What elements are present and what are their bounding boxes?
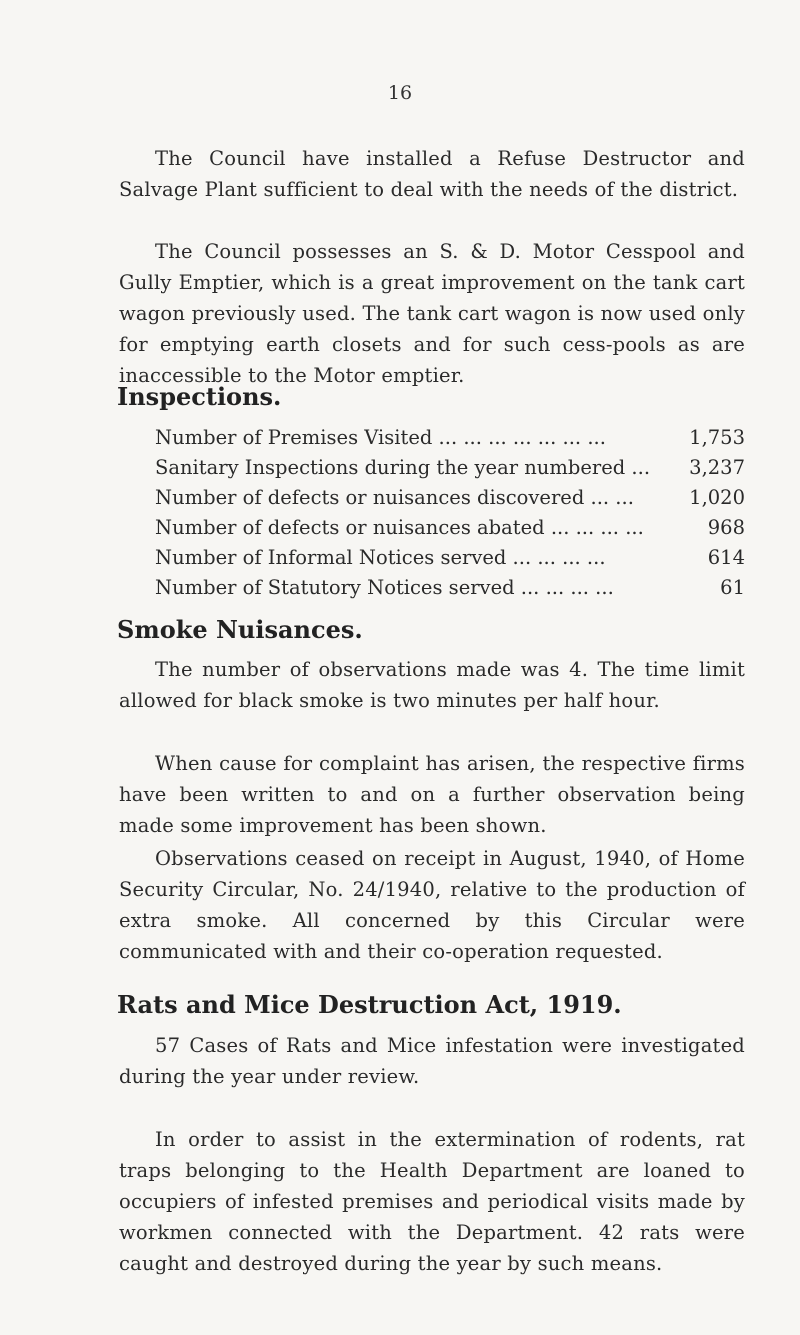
inspection-label: Number of defects or nuisances abated ... ... ... ... (155, 516, 644, 539)
cesspool-emptier-paragraph: The Council possesses an S. & D. Motor Cesspool and Gully Emptier, which is a great improvement on the tank cart wagon previously used. The tank cart wagon is now used only for emptying earth closets and for such cess-pools as are inaccessible to the Motor emptier. (119, 240, 745, 387)
inspection-label: Number of Premises Visited ... ... ... ... ... ... ... (155, 426, 606, 449)
inspection-row (155, 453, 745, 483)
inspection-value: 1,753 (689, 426, 745, 449)
rats-traps-paragraph: In order to assist in the extermination of rodents, rat traps belonging to the Health Department are loaned to occupiers of infested premises and periodical visits made by workmen connected with the Department. 42 rats were caught and destroyed during the year by such means. (119, 1128, 745, 1275)
inspection-label: Number of defects or nuisances discovered ... ... (155, 486, 634, 509)
smoke-nuisances-heading: Smoke Nuisances. (117, 615, 363, 644)
inspection-row (155, 483, 745, 513)
smoke-circular-paragraph: Observations ceased on receipt in August, 1940, of Home Security Circular, No. 24/1940, relative to the production of extra smoke. All concerned by this Circular were communicated with and their co-operation requested. (119, 847, 745, 963)
inspection-row (155, 573, 745, 603)
inspection-value: 968 (707, 516, 745, 539)
inspection-value: 1,020 (689, 486, 745, 509)
refuse-destructor-paragraph: The Council have installed a Refuse Destructor and Salvage Plant sufficient to deal with the needs of the district. (119, 147, 745, 201)
inspection-label: Number of Informal Notices served ... ... ... ... (155, 546, 606, 569)
inspection-row (155, 543, 745, 573)
inspections-heading: Inspections. (117, 382, 282, 411)
inspection-value: 61 (720, 576, 745, 599)
rats-mice-heading: Rats and Mice Destruction Act, 1919. (117, 990, 622, 1019)
inspection-value: 3,237 (689, 456, 745, 479)
inspection-label: Sanitary Inspections during the year numbered ... (155, 456, 651, 479)
inspection-row (155, 423, 745, 453)
rats-cases-paragraph: 57 Cases of Rats and Mice infestation were investigated during the year under review. (119, 1034, 745, 1088)
page-number: 16 (387, 82, 413, 104)
smoke-complaint-paragraph: When cause for complaint has arisen, the respective firms have been written to and on a further observation being made some improvement has been shown. (119, 752, 745, 837)
smoke-observations-paragraph: The number of observations made was 4. The time limit allowed for black smoke is two minutes per half hour. (119, 658, 745, 712)
inspection-row (155, 513, 745, 543)
inspection-label: Number of Statutory Notices served ... ... ... ... (155, 576, 614, 599)
inspection-value: 614 (707, 546, 745, 569)
